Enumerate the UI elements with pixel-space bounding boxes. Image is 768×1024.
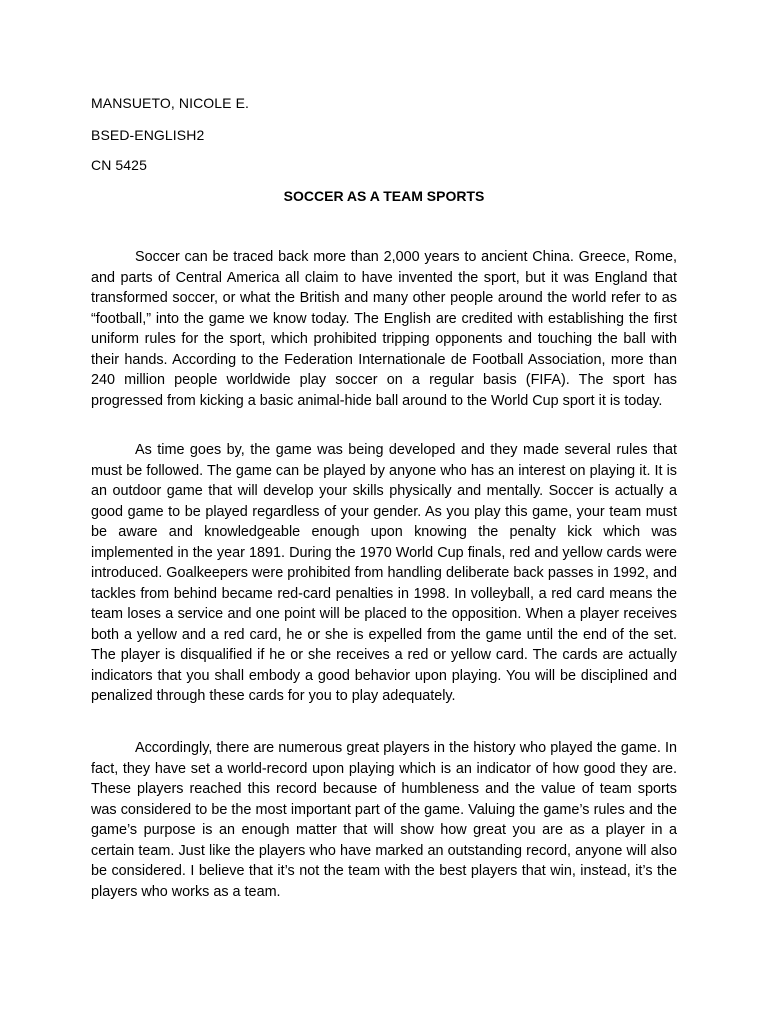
document-title: SOCCER AS A TEAM SPORTS (283, 188, 485, 204)
course-section: BSED-ENGLISH2 (91, 127, 205, 143)
paragraph-3: Accordingly, there are numerous great players in the history who played the game. In fact, they have set a world-record upon playing which is an indicator of how good they are. These players reached this record because of humbleness and the value of team sports was considered to be the most important part of the game. Valuing the game’s rules and the game’s purpose is an enough matter that will show how great you are as a player in a certain team. Just like the players who have marked an outstanding record, anyone will also be considered. I believe that it’s not the team with the best players that win, instead, it’s the players who works as a team. (91, 740, 677, 900)
paragraph-1: Soccer can be traced back more than 2,000 years to ancient China. Greece, Rome, and parts of Central America all claim to have invented the sport, but it was England that transformed soccer, or what the British and many other people around the world refer to as “football,” into the game we know today. The English are credited with establishing the first uniform rules for the sport, which prohibited tripping opponents and touching the ball with their hands. According to the Federation Internationale de Football Association, more than 240 million people worldwide play soccer on a regular basis (FIFA). The sport has progressed from kicking a basic animal-hide ball around to the World Cup sport it is today. (91, 249, 677, 409)
author-name: MANSUETO, NICOLE E. (91, 95, 250, 111)
paragraph-2: As time goes by, the game was being developed and they made several rules that must be followed. The game can be played by anyone who has an interest on playing it. It is an outdoor game that will develop your skills physically and mentally. Soccer is actually a good game to be played regardless of your gender. As you play this game, your team must be aware and knowledgeable enough upon knowing the penalty kick which was implemented in the year 1891. During the 1970 World Cup finals, red and yellow cards were introduced. Goalkeepers were prohibited from handling deliberate back passes in 1992, and tackles from behind became red-card penalties in 1998. In volleyball, a red card means the team loses a service and one point will be placed to the opposition. When a player receives both a yellow and a red card, he or she is expelled from the game until the end of the set. The player is disqualified if he or she receives a red or yellow card. The cards are actually indicators that you shall embody a good behavior upon playing. You will be disciplined and penalized through these cards for you to play adequately. (91, 442, 677, 704)
class-number: CN 5425 (91, 157, 147, 173)
